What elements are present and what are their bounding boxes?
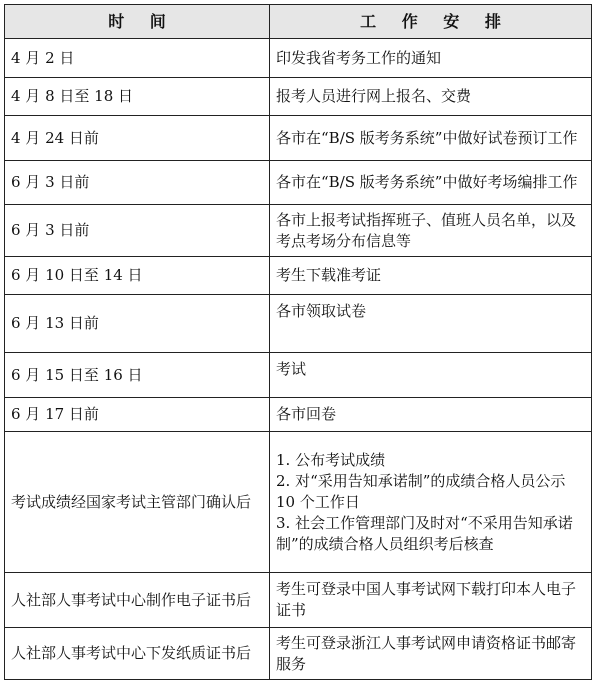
task-cell: 考生可登录浙江人事考试网申请资格证书邮寄服务 [270,628,592,680]
task-cell: 报考人员进行网上报名、交费 [270,78,592,116]
task-cell: 各市回卷 [270,398,592,432]
task-cell: 印发我省考务工作的通知 [270,39,592,78]
time-cell: 6 月 3 日前 [5,161,270,205]
time-cell: 6 月 13 日前 [5,295,270,353]
table-row [5,116,592,161]
list-item: 3. 社会工作管理部门及时对“不采用告知承诺制”的成绩合格人员组织考后核查 [276,513,573,553]
time-cell: 4 月 8 日至 18 日 [5,78,270,116]
time-cell: 6 月 3 日前 [5,205,270,257]
time-cell: 考试成绩经国家考试主管部门确认后 [5,432,270,573]
time-cell: 6 月 17 日前 [5,398,270,432]
table-row [5,257,592,295]
task-cell: 各市领取试卷 [270,295,592,353]
table-row [5,398,592,432]
time-cell: 人社部人事考试中心制作电子证书后 [5,573,270,628]
table-row [5,628,592,680]
time-cell: 4 月 2 日 [5,39,270,78]
table-row [5,573,592,628]
time-cell: 人社部人事考试中心下发纸质证书后 [5,628,270,680]
header-task-label: 工作安排 [360,12,527,31]
task-cell: 各市上报考试指挥班子、值班人员名单，以及考点考场分布信息等 [270,205,592,257]
table-header-row [5,5,592,39]
list-item: 1. 公布考试成绩 [276,450,386,469]
table-row [5,353,592,398]
task-cell: 考生下载准考证 [270,257,592,295]
task-cell: 考试 [270,353,592,398]
time-cell: 4 月 24 日前 [5,116,270,161]
task-list [276,450,585,555]
task-cell [270,432,592,573]
time-cell: 6 月 10 日至 14 日 [5,257,270,295]
table-row [5,161,592,205]
header-time-label: 时间 [108,12,192,31]
table-row [5,78,592,116]
table-row [5,205,592,257]
table-row [5,295,592,353]
table-row [5,39,592,78]
task-cell: 考生可登录中国人事考试网下载打印本人电子证书 [270,573,592,628]
time-cell: 6 月 15 日至 16 日 [5,353,270,398]
list-item: 2. 对“采用告知承诺制”的成绩合格人员公示 10 个工作日 [276,471,566,511]
table-row [5,432,592,573]
task-cell: 各市在“B/S 版考务系统”中做好考场编排工作 [270,161,592,205]
header-task [270,5,592,39]
header-time [5,5,270,39]
schedule-table [4,4,592,680]
task-cell: 各市在“B/S 版考务系统”中做好试卷预订工作 [270,116,592,161]
